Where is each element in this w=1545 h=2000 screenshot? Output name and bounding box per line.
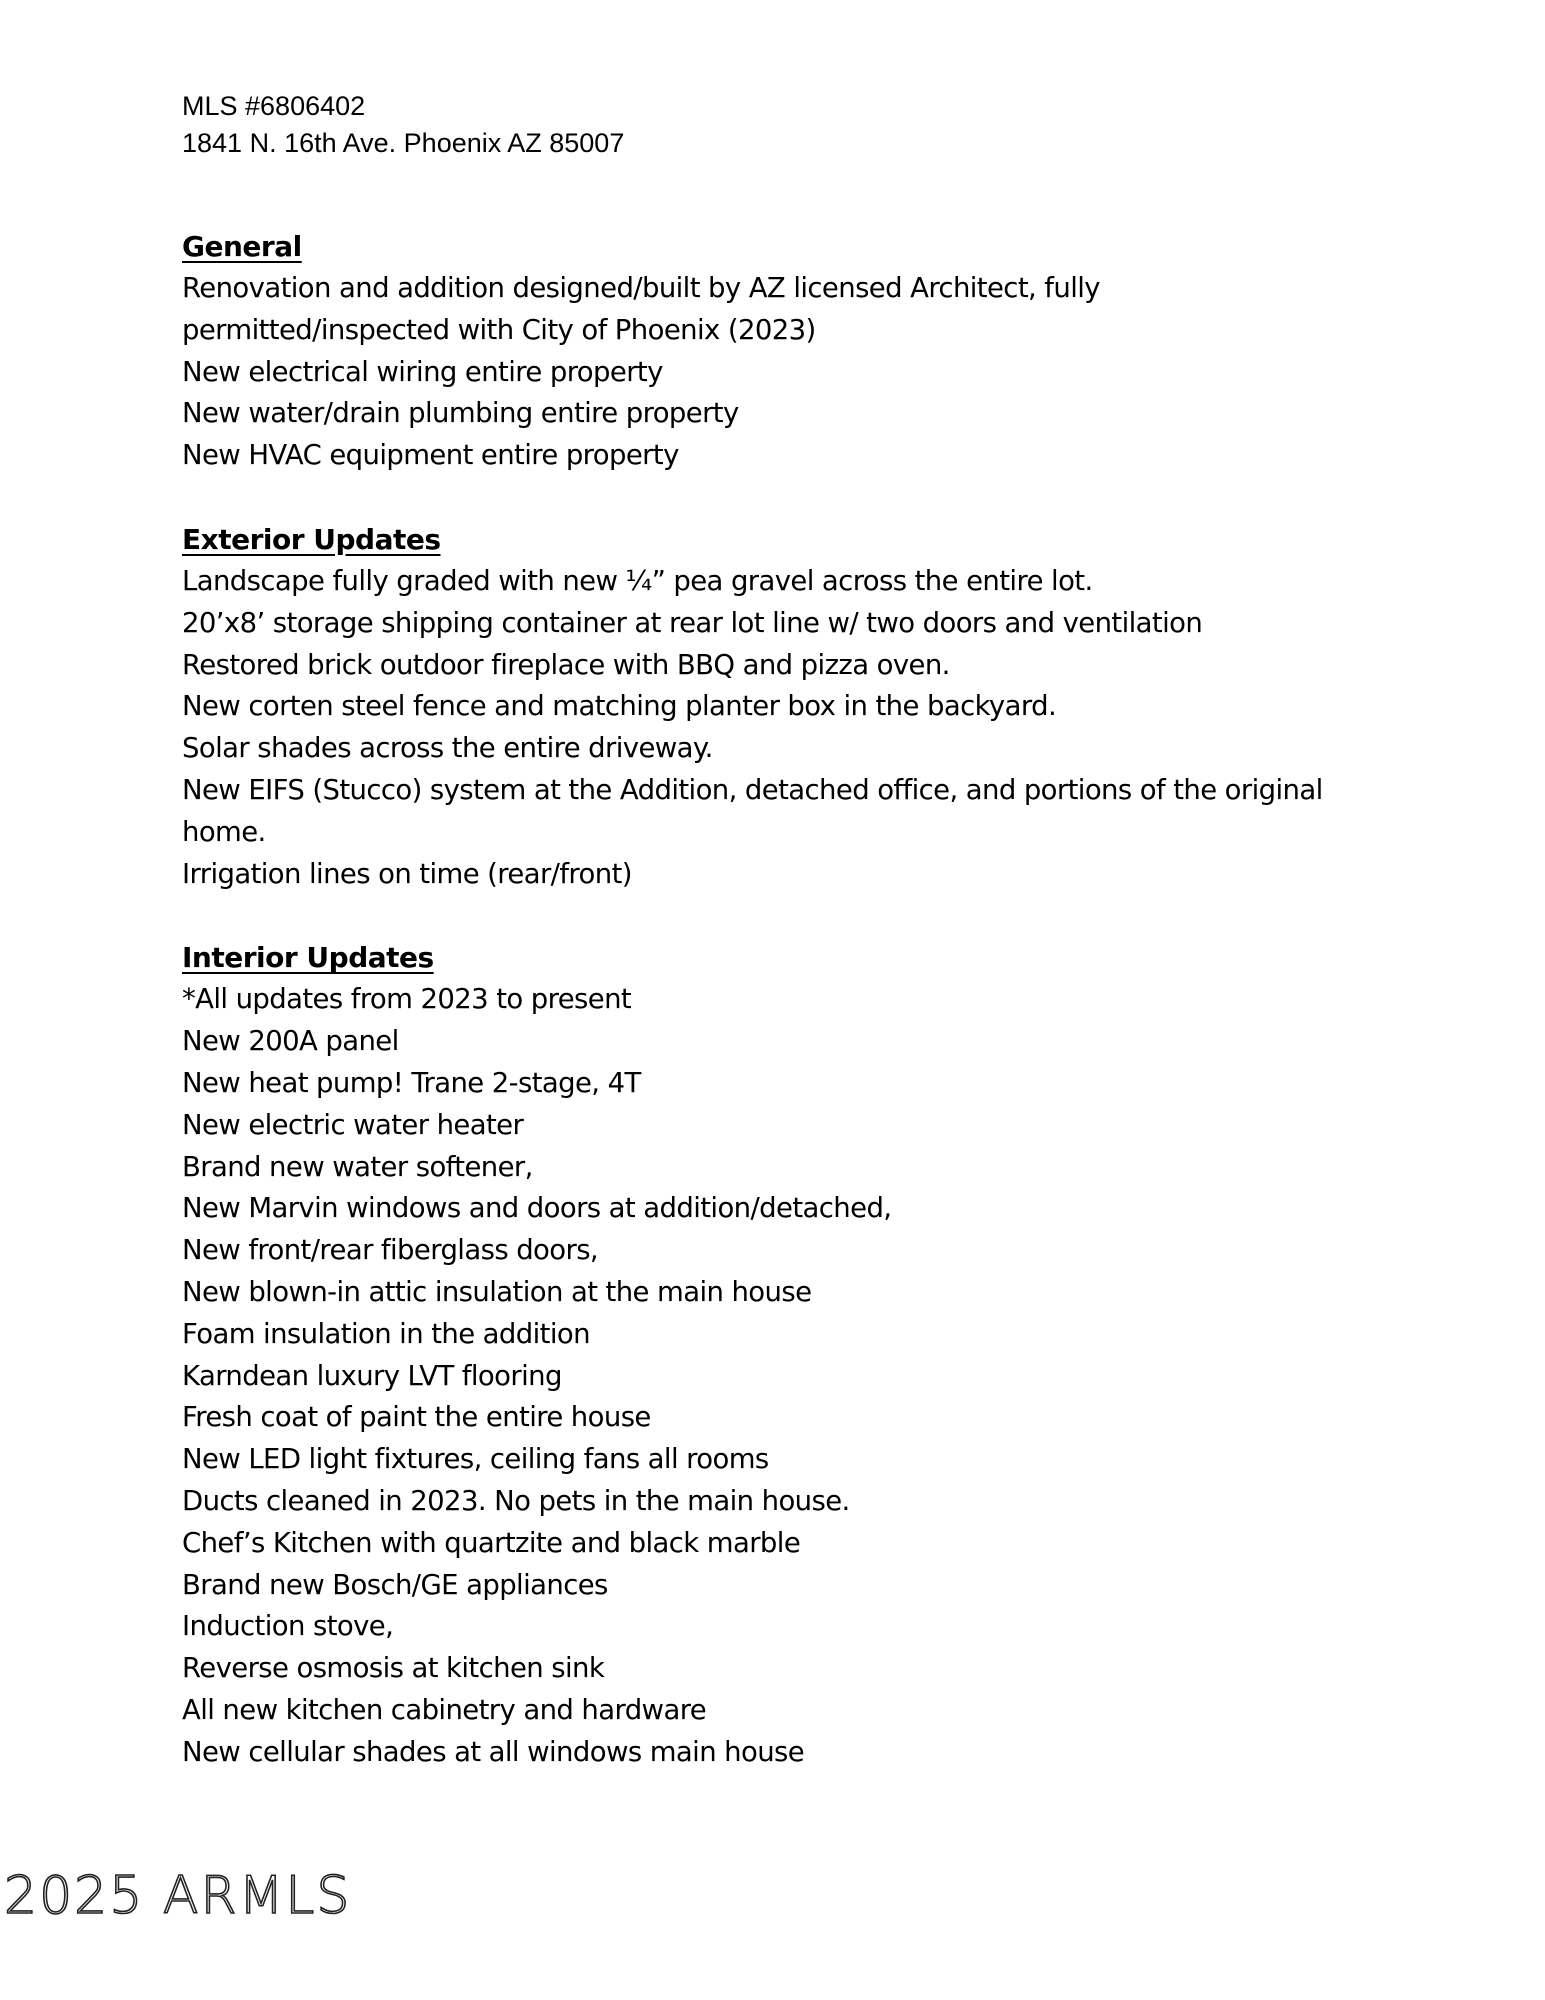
section-item-list bbox=[182, 561, 1382, 895]
list-item: Irrigation lines on time (rear/front) bbox=[182, 857, 632, 890]
list-item: Solar shades across the entire driveway. bbox=[182, 732, 713, 765]
list-item: Landscape fully graded with new ¼” pea gravel across the entire lot. bbox=[182, 564, 1093, 597]
list-item: Induction stove, bbox=[182, 1610, 394, 1643]
list-item: New blown-in attic insulation at the main house bbox=[182, 1275, 812, 1308]
list-item: New electrical wiring entire property bbox=[182, 355, 663, 388]
list-item: New electric water heater bbox=[182, 1108, 524, 1141]
list-item: New front/rear fiberglass doors, bbox=[182, 1234, 599, 1267]
list-item: Ducts cleaned in 2023. No pets in the main house. bbox=[182, 1484, 850, 1517]
list-item: Fresh coat of paint the entire house bbox=[182, 1401, 651, 1434]
section-item-list bbox=[182, 979, 1382, 1773]
list-item: All new kitchen cabinetry and hardware bbox=[182, 1693, 707, 1726]
property-address: 1841 N. 16th Ave. Phoenix AZ 85007 bbox=[182, 128, 625, 158]
sections-container bbox=[182, 226, 1382, 1774]
list-item: New Marvin windows and doors at addition/detached, bbox=[182, 1192, 892, 1225]
section-item-list bbox=[182, 268, 1382, 477]
section-heading: Exterior Updates bbox=[182, 522, 441, 556]
document-page bbox=[182, 88, 1382, 1774]
list-item: New corten steel fence and matching planter box in the backyard. bbox=[182, 690, 1057, 723]
list-item: New LED light fixtures, ceiling fans all rooms bbox=[182, 1443, 769, 1476]
list-item: *All updates from 2023 to present bbox=[182, 983, 632, 1016]
list-item: New HVAC equipment entire property bbox=[182, 439, 679, 472]
section-general bbox=[182, 226, 1382, 477]
list-item: Foam insulation in the addition bbox=[182, 1317, 590, 1350]
list-item: New 200A panel bbox=[182, 1025, 399, 1058]
list-item: Karndean luxury LVT flooring bbox=[182, 1359, 562, 1392]
list-item: Brand new water softener, bbox=[182, 1150, 533, 1183]
list-item: Restored brick outdoor fireplace with BBQ and pizza oven. bbox=[182, 648, 950, 681]
list-item: New EIFS (Stucco) system at the Addition, detached office, and portions of the original home. bbox=[182, 773, 1323, 848]
list-item: Chef’s Kitchen with quartzite and black marble bbox=[182, 1526, 801, 1559]
list-item: Renovation and addition designed/built by AZ licensed Architect, fully bbox=[182, 272, 1100, 304]
watermark: 2025 ARMLS bbox=[4, 1866, 352, 1926]
list-item: Brand new Bosch/GE appliances bbox=[182, 1568, 608, 1601]
section-heading: General bbox=[182, 230, 302, 263]
section-interior-updates bbox=[182, 937, 1382, 1773]
list-item: New cellular shades at all windows main house bbox=[182, 1735, 805, 1768]
list-item: New heat pump! Trane 2-stage, 4T bbox=[182, 1066, 641, 1099]
list-item: New water/drain plumbing entire property bbox=[182, 397, 739, 430]
list-item: 20’x8’ storage shipping container at rear lot line w/ two doors and ventilation bbox=[182, 606, 1203, 639]
section-exterior-updates bbox=[182, 519, 1382, 895]
list-item: permitted/inspected with City of Phoenix (2023) bbox=[182, 313, 816, 346]
mls-number: MLS #6806402 bbox=[182, 91, 366, 121]
section-heading: Interior Updates bbox=[182, 941, 434, 975]
list-item: Reverse osmosis at kitchen sink bbox=[182, 1652, 605, 1685]
